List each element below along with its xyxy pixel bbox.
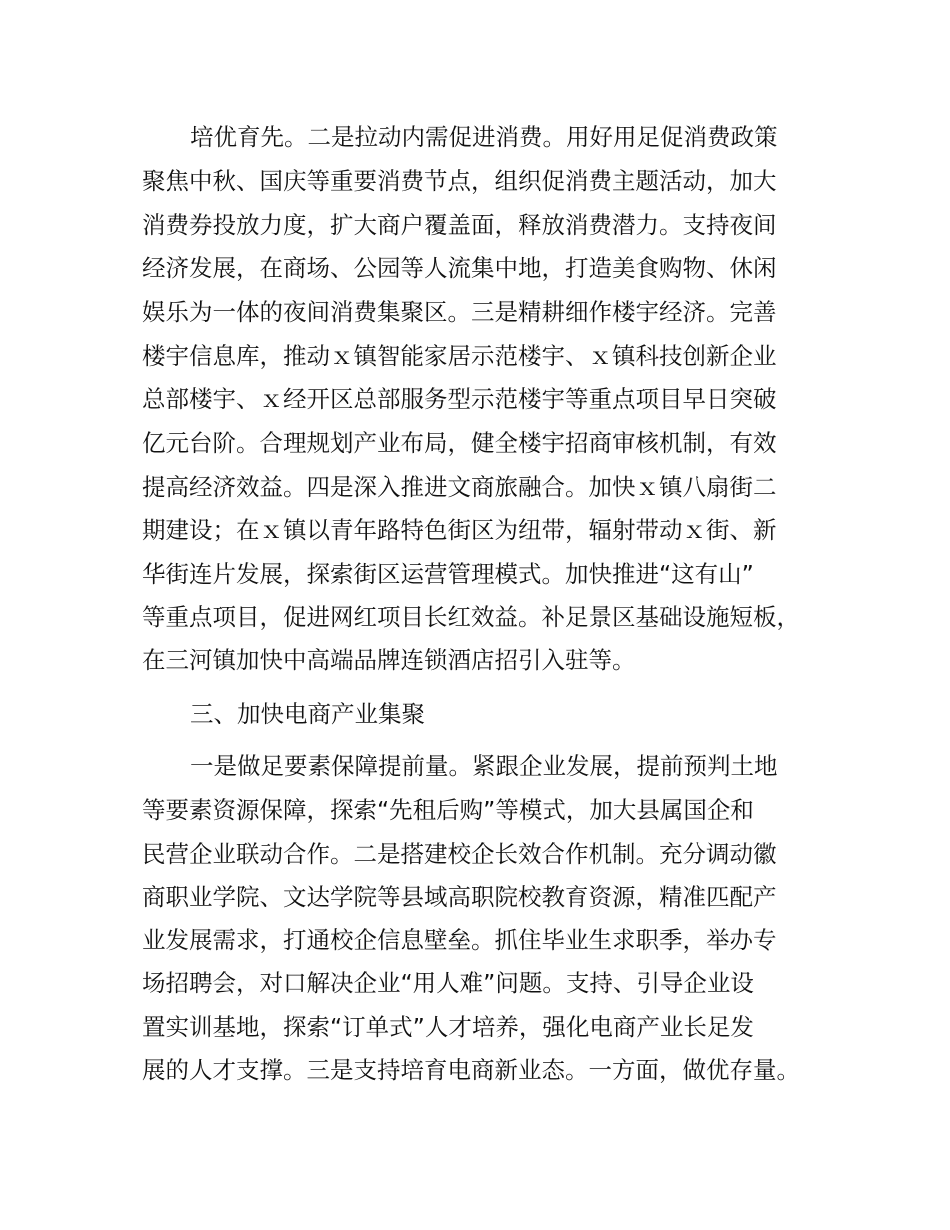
paragraph-line: 等要素资源保障，探索“先租后购”等模式，加大县属国企和 xyxy=(142,796,754,824)
paragraph-line: 业发展需求，打通校企信息壁垒。抓住毕业生求职季，举办专 xyxy=(142,926,777,954)
paragraph-line: 一是做足要素保障提前量。紧跟企业发展，提前预判土地 xyxy=(190,752,778,780)
paragraph-line: 楼宇信息库，推动ｘ镇智能家居示范楼宇、ｘ镇科技创新企业 xyxy=(142,342,777,370)
paragraph-line: 聚焦中秋、国庆等重要消费节点，组织促消费主题活动，加大 xyxy=(142,167,777,195)
paragraph-line: 华街连片发展，探索街区运营管理模式。加快推进“这有山” xyxy=(142,560,754,588)
section-heading: 三、加快电商产业集聚 xyxy=(190,700,425,728)
paragraph-line: 期建设；在ｘ镇以青年路特色街区为纽带，辐射带动ｘ街、新 xyxy=(142,516,777,544)
paragraph-line: 置实训基地，探索“订单式”人才培养，强化电商产业长足发 xyxy=(142,1013,754,1041)
paragraph-line: 展的人才支撑。三是支持培育电商新业态。一方面，做优存量。 xyxy=(142,1056,800,1084)
paragraph-line: 培优育先。二是拉动内需促进消费。用好用足促消费政策 xyxy=(190,123,778,151)
paragraph-line: 总部楼宇、ｘ经开区总部服务型示范楼宇等重点项目早日突破 xyxy=(142,385,777,413)
paragraph-line: 在三河镇加快中高端品牌连锁酒店招引入驻等。 xyxy=(142,646,636,674)
paragraph-line: 商职业学院、文达学院等县域高职院校教育资源，精准匹配产 xyxy=(142,883,777,911)
paragraph-line: 亿元台阶。合理规划产业布局，健全楼宇招商审核机制，有效 xyxy=(142,429,777,457)
paragraph-line: 经济发展，在商场、公园等人流集中地，打造美食购物、休闲 xyxy=(142,254,777,282)
paragraph-line: 民营企业联动合作。二是搭建校企长效合作机制。充分调动徽 xyxy=(142,840,777,868)
paragraph-line: 娱乐为一体的夜间消费集聚区。三是精耕细作楼宇经济。完善 xyxy=(142,298,777,326)
paragraph-line: 提高经济效益。四是深入推进文商旅融合。加快ｘ镇八扇街二 xyxy=(142,473,777,501)
paragraph-line: 场招聘会，对口解决企业“用人难”问题。支持、引导企业设 xyxy=(142,969,754,997)
paragraph-line: 消费券投放力度，扩大商户覆盖面，释放消费潜力。支持夜间 xyxy=(142,211,777,239)
paragraph-line: 等重点项目，促进网红项目长红效益。补足景区基础设施短板， xyxy=(142,603,800,631)
